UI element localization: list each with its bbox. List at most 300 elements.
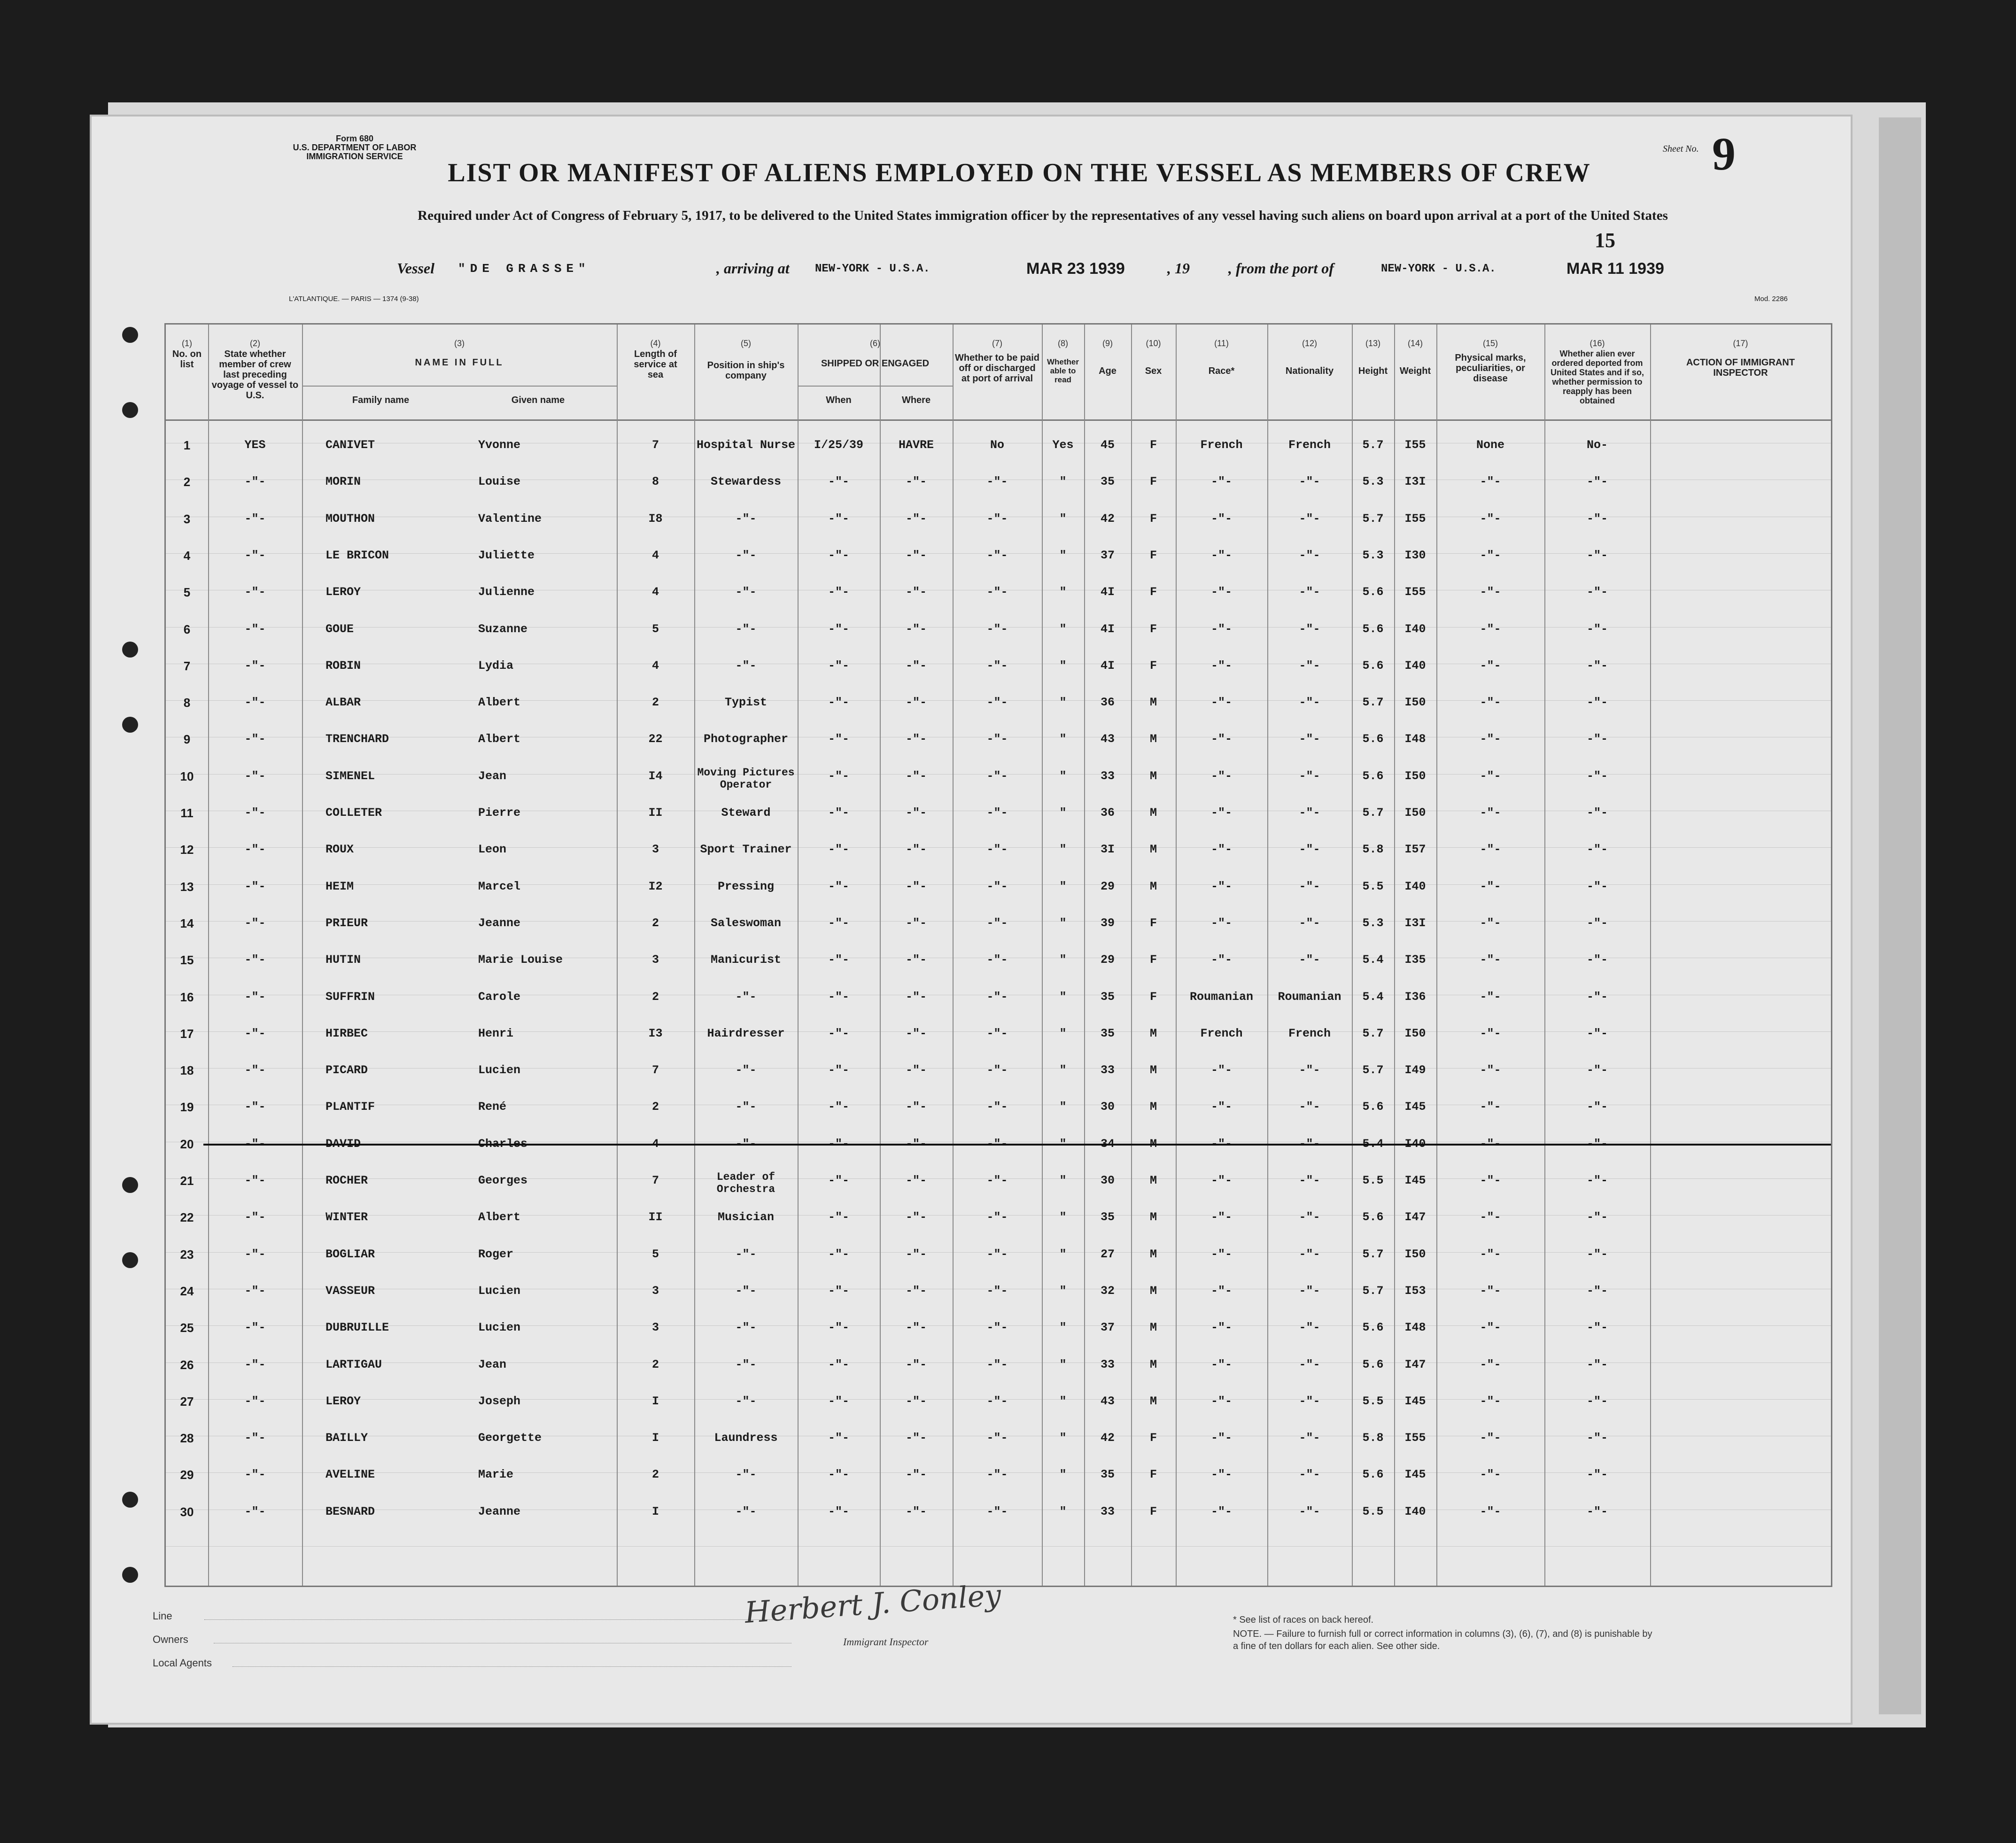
race-cell: -"-	[1210, 732, 1232, 746]
deported-cell: -"-	[1586, 622, 1608, 636]
given-name-cell: Albert	[478, 732, 521, 746]
paid-off-cell: -"-	[986, 1063, 1008, 1077]
height-cell: 5.7	[1362, 696, 1384, 710]
age-cell: 33	[1100, 1063, 1115, 1077]
able-to-read-cell: "	[1059, 769, 1067, 783]
age-cell: 34	[1100, 1137, 1115, 1151]
shipped-when-cell: -"-	[828, 953, 849, 967]
col-1-num: (1)	[182, 339, 192, 348]
sex-cell: F	[1149, 585, 1157, 599]
service-length-cell: 4	[651, 548, 659, 562]
table-row	[166, 475, 1831, 511]
col-header-physical-marks: Physical marks, peculiarities, or disease	[1455, 353, 1526, 384]
sex-cell: F	[1149, 990, 1157, 1004]
punch-hole	[122, 1252, 138, 1268]
shipped-where-cell: HAVRE	[898, 438, 934, 452]
able-to-read-cell: "	[1059, 585, 1067, 599]
crew-table	[164, 323, 1832, 1587]
shipped-where-cell: -"-	[905, 1026, 927, 1040]
position-cell: Stewardess	[710, 475, 782, 489]
given-name-cell: Lucien	[478, 1063, 521, 1077]
race-cell: -"-	[1210, 475, 1232, 489]
physical-marks-cell: -"-	[1480, 879, 1501, 893]
footer-owners-label: Owners	[153, 1634, 188, 1645]
departure-port: NEW-YORK - U.S.A.	[1381, 263, 1496, 275]
punch-hole	[122, 642, 138, 658]
position-cell: Saleswoman	[710, 916, 782, 930]
sex-cell: M	[1149, 1247, 1157, 1261]
previous-voyage-cell: -"-	[244, 1100, 266, 1114]
previous-voyage-cell: -"-	[244, 879, 266, 893]
sex-cell: F	[1149, 511, 1157, 526]
nationality-cell: -"-	[1299, 916, 1320, 930]
age-cell: 27	[1100, 1247, 1115, 1261]
shipped-when-cell: -"-	[828, 1321, 849, 1335]
deported-cell: -"-	[1586, 1100, 1608, 1114]
departure-date: MAR 11 1939	[1566, 260, 1664, 278]
shipped-where-cell: -"-	[905, 1468, 927, 1482]
table-row	[166, 916, 1831, 953]
deported-cell: -"-	[1586, 1026, 1608, 1040]
form-number: Form 680	[335, 134, 374, 143]
able-to-read-cell: "	[1059, 1284, 1067, 1298]
previous-voyage-cell: -"-	[244, 1394, 266, 1408]
able-to-read-cell: "	[1059, 1394, 1067, 1408]
sex-cell: F	[1149, 1431, 1157, 1445]
height-cell: 5.7	[1362, 511, 1384, 526]
weight-cell: I45	[1404, 1100, 1426, 1114]
weight-cell: I45	[1404, 1174, 1426, 1187]
position-cell: -"-	[735, 1063, 757, 1077]
height-cell: 5.6	[1362, 732, 1384, 746]
table-row	[166, 1468, 1831, 1504]
table-row	[166, 1394, 1831, 1431]
table-row	[166, 1171, 1831, 1210]
table-row	[166, 1027, 1831, 1063]
race-cell: -"-	[1210, 953, 1232, 967]
race-cell: -"-	[1210, 585, 1232, 599]
sex-cell: F	[1149, 953, 1157, 967]
table-row	[166, 585, 1831, 622]
position-cell: -"-	[735, 1247, 757, 1261]
given-name-cell: Georgette	[478, 1431, 542, 1445]
shipped-where-cell: -"-	[905, 1431, 927, 1445]
age-cell: 37	[1100, 1321, 1115, 1335]
able-to-read-cell: "	[1059, 548, 1067, 562]
family-name-cell: AVELINE	[326, 1468, 375, 1482]
paid-off-cell: -"-	[986, 511, 1008, 526]
row-number: 30	[180, 1504, 194, 1519]
deported-cell: -"-	[1586, 1431, 1608, 1445]
deported-cell: -"-	[1586, 806, 1608, 820]
position-cell: -"-	[735, 1357, 757, 1371]
age-cell: 42	[1100, 511, 1115, 526]
able-to-read-cell: "	[1059, 1247, 1067, 1261]
previous-voyage-cell: -"-	[244, 1468, 266, 1482]
family-name-cell: SUFFRIN	[326, 990, 375, 1004]
mod-number: Mod. 2286	[1754, 295, 1788, 303]
age-cell: 35	[1100, 1026, 1115, 1040]
able-to-read-cell: "	[1059, 879, 1067, 893]
service-length-cell: 22	[648, 732, 663, 746]
race-cell: French	[1200, 1026, 1243, 1040]
height-cell: 5.6	[1362, 1357, 1384, 1371]
table-row	[166, 622, 1831, 659]
age-cell: 36	[1100, 696, 1115, 710]
given-name-cell: Roger	[478, 1247, 514, 1261]
family-name-cell: ROCHER	[326, 1174, 368, 1187]
able-to-read-cell: "	[1059, 732, 1067, 746]
sex-cell: F	[1149, 916, 1157, 930]
age-cell: 36	[1100, 806, 1115, 820]
shipped-where-cell: -"-	[905, 1063, 927, 1077]
nationality-cell: -"-	[1299, 1247, 1320, 1261]
row-number: 17	[180, 1026, 194, 1041]
nationality-cell: -"-	[1299, 1431, 1320, 1445]
shipped-when-cell: -"-	[828, 732, 849, 746]
position-cell: -"-	[735, 1284, 757, 1298]
table-row	[166, 1284, 1831, 1321]
shipped-when-cell: -"-	[828, 658, 849, 673]
sex-cell: M	[1149, 806, 1157, 820]
weight-cell: I55	[1404, 438, 1426, 452]
previous-voyage-cell: -"-	[244, 953, 266, 967]
race-cell: Roumanian	[1189, 990, 1254, 1004]
able-to-read-cell: "	[1059, 511, 1067, 526]
age-cell: 30	[1100, 1100, 1115, 1114]
paid-off-cell: -"-	[986, 1357, 1008, 1371]
physical-marks-cell: -"-	[1480, 1210, 1501, 1224]
service-length-cell: I	[651, 1394, 659, 1408]
race-cell: -"-	[1210, 1468, 1232, 1482]
shipped-where-cell: -"-	[905, 1247, 927, 1261]
race-cell: -"-	[1210, 696, 1232, 710]
service-length-cell: 2	[651, 1100, 659, 1114]
weight-cell: I55	[1404, 1431, 1426, 1445]
deported-cell: -"-	[1586, 658, 1608, 673]
table-row	[166, 732, 1831, 769]
position-cell: -"-	[735, 1504, 757, 1518]
shipped-where-cell: -"-	[905, 585, 927, 599]
family-name-cell: BOGLIAR	[326, 1247, 375, 1261]
family-name-cell: BESNARD	[326, 1504, 375, 1518]
age-cell: 35	[1100, 990, 1115, 1004]
paid-off-cell: -"-	[986, 1247, 1008, 1261]
nationality-cell: -"-	[1299, 511, 1320, 526]
table-row	[166, 1100, 1831, 1137]
given-name-cell: Albert	[478, 696, 521, 710]
weight-cell: I48	[1404, 732, 1426, 746]
age-cell: 32	[1100, 1284, 1115, 1298]
physical-marks-cell: -"-	[1480, 511, 1501, 526]
able-to-read-cell: "	[1059, 1321, 1067, 1335]
paid-off-cell: -"-	[986, 1431, 1008, 1445]
race-cell: -"-	[1210, 511, 1232, 526]
shipped-when-cell: -"-	[828, 879, 849, 893]
service-length-cell: 2	[651, 696, 659, 710]
height-cell: 5.4	[1362, 990, 1384, 1004]
age-cell: 43	[1100, 732, 1115, 746]
sex-cell: F	[1149, 658, 1157, 673]
previous-voyage-cell: -"-	[244, 1026, 266, 1040]
sex-cell: M	[1149, 1394, 1157, 1408]
vessel-line	[92, 260, 1851, 283]
deported-cell: -"-	[1586, 696, 1608, 710]
paid-off-cell: -"-	[986, 806, 1008, 820]
physical-marks-cell: -"-	[1480, 732, 1501, 746]
row-number: 29	[180, 1468, 194, 1482]
previous-voyage-cell: -"-	[244, 1504, 266, 1518]
physical-marks-cell: -"-	[1480, 953, 1501, 967]
physical-marks-cell: -"-	[1480, 1321, 1501, 1335]
height-cell: 5.6	[1362, 585, 1384, 599]
sex-cell: M	[1149, 843, 1157, 857]
sex-cell: M	[1149, 879, 1157, 893]
deported-cell: -"-	[1586, 769, 1608, 783]
col-10-num: (10)	[1146, 339, 1161, 348]
previous-voyage-cell: -"-	[244, 1247, 266, 1261]
form-agency	[265, 134, 444, 161]
sex-cell: M	[1149, 1284, 1157, 1298]
service-length-cell: 3	[651, 953, 659, 967]
row-number: 19	[180, 1100, 194, 1115]
race-cell: -"-	[1210, 548, 1232, 562]
previous-voyage-cell: -"-	[244, 475, 266, 489]
age-cell: 43	[1100, 1394, 1115, 1408]
position-cell: -"-	[735, 1100, 757, 1114]
given-name-cell: Suzanne	[478, 622, 528, 636]
physical-marks-cell: -"-	[1480, 916, 1501, 930]
able-to-read-cell: "	[1059, 475, 1067, 489]
penalty-note: NOTE. — Failure to furnish full or correct information in columns (3), (6), (7), and (8) is punishable by a fine of ten dollars for each alien. See other side.	[1233, 1629, 1652, 1651]
footer-line-label: Line	[153, 1610, 172, 1622]
table-row	[166, 512, 1831, 549]
nationality-cell: -"-	[1299, 1504, 1320, 1518]
shipped-when-cell: -"-	[828, 806, 849, 820]
row-number: 2	[183, 475, 191, 489]
height-cell: 5.3	[1362, 475, 1384, 489]
paid-off-cell: -"-	[986, 1504, 1008, 1518]
punch-hole	[122, 1177, 138, 1193]
col-header-paid-off: Whether to be paid off or discharged at port of arrival	[955, 353, 1039, 384]
height-cell: 5.4	[1362, 1137, 1384, 1151]
paid-off-cell: -"-	[986, 622, 1008, 636]
race-note: * See list of races on back hereof.	[1233, 1615, 1374, 1625]
service-length-cell: 3	[651, 843, 659, 857]
shipped-where-cell: -"-	[905, 1321, 927, 1335]
family-name-cell: MOUTHON	[326, 511, 375, 526]
family-name-cell: COLLETER	[326, 806, 382, 820]
service-length-cell: 3	[651, 1321, 659, 1335]
physical-marks-cell: -"-	[1480, 1063, 1501, 1077]
row-number: 21	[180, 1174, 194, 1188]
position-cell: -"-	[735, 1137, 757, 1151]
race-cell: -"-	[1210, 1284, 1232, 1298]
age-cell: 30	[1100, 1174, 1115, 1187]
position-cell: Pressing	[717, 879, 775, 893]
able-to-read-cell: "	[1059, 806, 1067, 820]
deported-cell: -"-	[1586, 1468, 1608, 1482]
race-cell: -"-	[1210, 622, 1232, 636]
sheet-label: Sheet No.	[1663, 144, 1699, 154]
given-name-cell: Lucien	[478, 1284, 521, 1298]
given-name-cell: Lydia	[478, 658, 514, 673]
weight-cell: I50	[1404, 806, 1426, 820]
family-name-cell: ROUX	[326, 843, 354, 857]
service-length-cell: I	[651, 1431, 659, 1445]
deported-cell: -"-	[1586, 916, 1608, 930]
position-cell: -"-	[735, 585, 757, 599]
shipped-when-cell: -"-	[828, 1026, 849, 1040]
weight-cell: I40	[1404, 658, 1426, 673]
height-cell: 5.7	[1362, 1026, 1384, 1040]
weight-cell: I3I	[1404, 916, 1426, 930]
nationality-cell: French	[1288, 1026, 1331, 1040]
col-header-able-to-read: Whether able to read	[1047, 357, 1079, 384]
col-header-sex: Sex	[1145, 366, 1162, 376]
deported-cell: -"-	[1586, 1394, 1608, 1408]
punch-hole	[122, 1492, 138, 1508]
nationality-cell: Roumanian	[1278, 990, 1341, 1004]
shipped-where-cell: -"-	[905, 1210, 927, 1224]
given-name-cell: Albert	[478, 1210, 521, 1224]
col-header-shipped: SHIPPED OR ENGAGED	[821, 358, 930, 369]
weight-cell: I40	[1404, 879, 1426, 893]
nationality-cell: -"-	[1299, 1137, 1320, 1151]
row-number: 5	[183, 585, 191, 600]
nationality-cell: -"-	[1299, 1174, 1320, 1187]
shipped-where-cell: -"-	[905, 916, 927, 930]
physical-marks-cell: None	[1476, 438, 1504, 452]
age-cell: 37	[1100, 548, 1115, 562]
col-header-position: Position in ship's company	[707, 360, 785, 381]
paid-off-cell: -"-	[986, 1100, 1008, 1114]
position-cell: -"-	[735, 658, 757, 673]
nationality-cell: French	[1288, 438, 1331, 452]
col-header-service-length: Length of service at sea	[634, 349, 677, 380]
family-name-cell: HUTIN	[326, 953, 361, 967]
weight-cell: I48	[1404, 1321, 1426, 1335]
col-13-num: (13)	[1365, 339, 1380, 348]
paid-off-cell: -"-	[986, 585, 1008, 599]
shipped-where-cell: -"-	[905, 1100, 927, 1114]
age-cell: 33	[1100, 769, 1115, 783]
shipped-where-cell: -"-	[905, 548, 927, 562]
previous-voyage-cell: -"-	[244, 843, 266, 857]
able-to-read-cell: "	[1059, 1357, 1067, 1371]
deported-cell: -"-	[1586, 511, 1608, 526]
deported-cell: -"-	[1586, 1210, 1608, 1224]
previous-voyage-cell: -"-	[244, 916, 266, 930]
row-number: 24	[180, 1284, 194, 1298]
previous-voyage-cell: YES	[244, 438, 266, 452]
table-row	[166, 549, 1831, 585]
deported-cell: -"-	[1586, 1247, 1608, 1261]
nationality-cell: -"-	[1299, 843, 1320, 857]
given-name-cell: Marie	[478, 1468, 514, 1482]
deported-cell: -"-	[1586, 548, 1608, 562]
row-number: 12	[180, 843, 194, 857]
height-cell: 5.6	[1362, 1321, 1384, 1335]
shipped-where-cell: -"-	[905, 658, 927, 673]
weight-cell: I55	[1404, 585, 1426, 599]
row-number: 26	[180, 1357, 194, 1372]
previous-voyage-cell: -"-	[244, 1174, 266, 1187]
family-name-cell: DUBRUILLE	[326, 1321, 389, 1335]
able-to-read-cell: "	[1059, 843, 1067, 857]
col-header-inspector-action: ACTION OF IMMIGRANT INSPECTOR	[1686, 357, 1795, 378]
family-name-cell: MORIN	[326, 475, 361, 489]
col-header-name: NAME IN FULL	[415, 357, 504, 368]
family-name-cell: PRIEUR	[326, 916, 368, 930]
sex-cell: M	[1149, 1063, 1157, 1077]
race-cell: -"-	[1210, 1063, 1232, 1077]
col-header-when: When	[826, 395, 852, 405]
previous-voyage-cell: -"-	[244, 511, 266, 526]
family-name-cell: WINTER	[326, 1210, 368, 1224]
physical-marks-cell: -"-	[1480, 1137, 1501, 1151]
physical-marks-cell: -"-	[1480, 622, 1501, 636]
nationality-cell: -"-	[1299, 1321, 1320, 1335]
sex-cell: M	[1149, 1321, 1157, 1335]
vessel-label: Vessel	[397, 260, 434, 277]
able-to-read-cell: "	[1059, 622, 1067, 636]
given-name-cell: Georges	[478, 1174, 528, 1187]
able-to-read-cell: "	[1059, 1431, 1067, 1445]
physical-marks-cell: -"-	[1480, 1174, 1501, 1187]
physical-marks-cell: -"-	[1480, 548, 1501, 562]
able-to-read-cell: "	[1059, 1026, 1067, 1040]
able-to-read-cell: "	[1059, 953, 1067, 967]
weight-cell: I47	[1404, 1210, 1426, 1224]
position-cell: Moving Pictures Operator	[697, 766, 795, 791]
height-cell: 5.6	[1362, 1468, 1384, 1482]
paid-off-cell: -"-	[986, 843, 1008, 857]
height-cell: 5.8	[1362, 843, 1384, 857]
table-row	[166, 659, 1831, 696]
physical-marks-cell: -"-	[1480, 990, 1501, 1004]
race-cell: -"-	[1210, 879, 1232, 893]
given-name-cell: Jeanne	[478, 1504, 521, 1518]
age-cell: 42	[1100, 1431, 1115, 1445]
service-length-cell: 8	[651, 475, 659, 489]
position-cell: Manicurist	[710, 953, 782, 967]
col-7-num: (7)	[992, 339, 1002, 348]
height-cell: 5.6	[1362, 769, 1384, 783]
nationality-cell: -"-	[1299, 732, 1320, 746]
paid-off-cell: -"-	[986, 696, 1008, 710]
previous-voyage-cell: -"-	[244, 1321, 266, 1335]
col-2-num: (2)	[250, 339, 260, 348]
physical-marks-cell: -"-	[1480, 1247, 1501, 1261]
inspector-label: Immigrant Inspector	[843, 1636, 929, 1648]
able-to-read-cell: Yes	[1052, 438, 1074, 452]
able-to-read-cell: "	[1059, 990, 1067, 1004]
given-name-cell: Carole	[478, 990, 521, 1004]
paid-off-cell: -"-	[986, 769, 1008, 783]
row-number: 6	[183, 622, 191, 636]
age-cell: 35	[1100, 1468, 1115, 1482]
given-name-cell: Joseph	[478, 1394, 521, 1408]
able-to-read-cell: "	[1059, 658, 1067, 673]
deported-cell: -"-	[1586, 1504, 1608, 1518]
service-length-cell: I8	[648, 511, 663, 526]
family-name-cell: HIRBEC	[326, 1026, 368, 1040]
weight-cell: I53	[1404, 1284, 1426, 1298]
col-15-num: (15)	[1482, 339, 1498, 348]
deported-cell: -"-	[1586, 990, 1608, 1004]
col-16-num: (16)	[1590, 339, 1605, 348]
